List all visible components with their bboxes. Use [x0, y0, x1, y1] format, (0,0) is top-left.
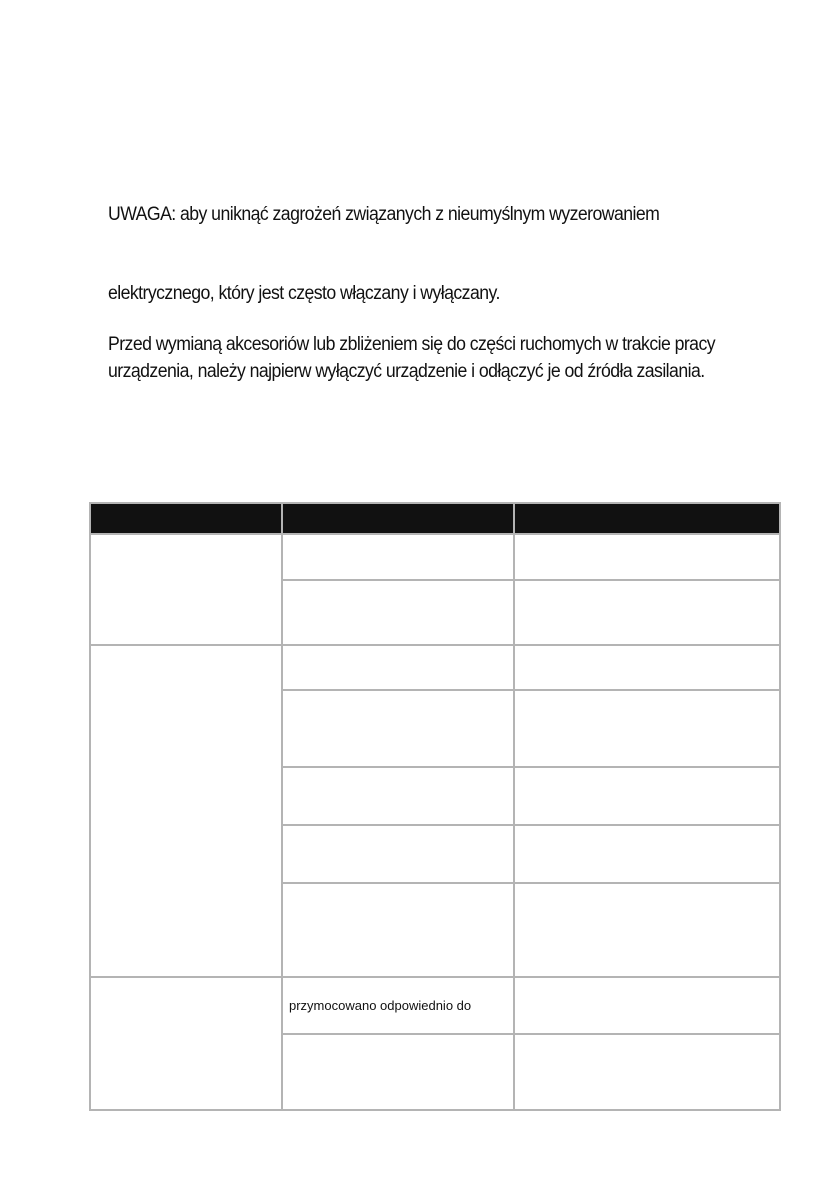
solution-cell [514, 825, 780, 883]
header-solution [514, 503, 780, 534]
troubleshooting-table [89, 502, 781, 1111]
solution-cell [514, 580, 780, 645]
solution-cell [514, 645, 780, 690]
table-row [90, 645, 780, 690]
instruction-line-1: Przed wymianą akcesoriów lub zbliżeniem się do części ruchomych w trakcie pracy [108, 334, 716, 355]
instruction-paragraph [108, 331, 715, 385]
solution-cell [514, 977, 780, 1034]
table-header-row [90, 503, 780, 534]
cause-cell [282, 645, 514, 690]
cause-cell [282, 767, 514, 825]
warning-line-1: UWAGA: aby uniknąć zagrożeń związanych z nieumyślnym wyzerowaniem [108, 204, 660, 225]
cause-cell [282, 534, 514, 580]
solution-cell [514, 690, 780, 767]
problem-cell [90, 645, 282, 977]
solution-cell [514, 534, 780, 580]
cause-cell [282, 883, 514, 977]
problem-cell [90, 534, 282, 645]
warning-line-2: elektrycznego, który jest często włączany i wyłączany. [108, 283, 500, 304]
instruction-line-2: urządzenia, należy najpierw wyłączyć urządzenie i odłączyć je od źródła zasilania. [108, 361, 705, 382]
cause-cell [282, 690, 514, 767]
header-problem [90, 503, 282, 534]
cause-cell [282, 825, 514, 883]
header-cause [282, 503, 514, 534]
problem-cell [90, 977, 282, 1110]
cause-cell [282, 580, 514, 645]
solution-cell [514, 767, 780, 825]
solution-cell [514, 1034, 780, 1110]
cause-cell [282, 1034, 514, 1110]
table-row [90, 534, 780, 580]
solution-cell [514, 883, 780, 977]
cause-cell: przymocowano odpowiednio do [282, 977, 514, 1034]
table-row [90, 977, 780, 1034]
